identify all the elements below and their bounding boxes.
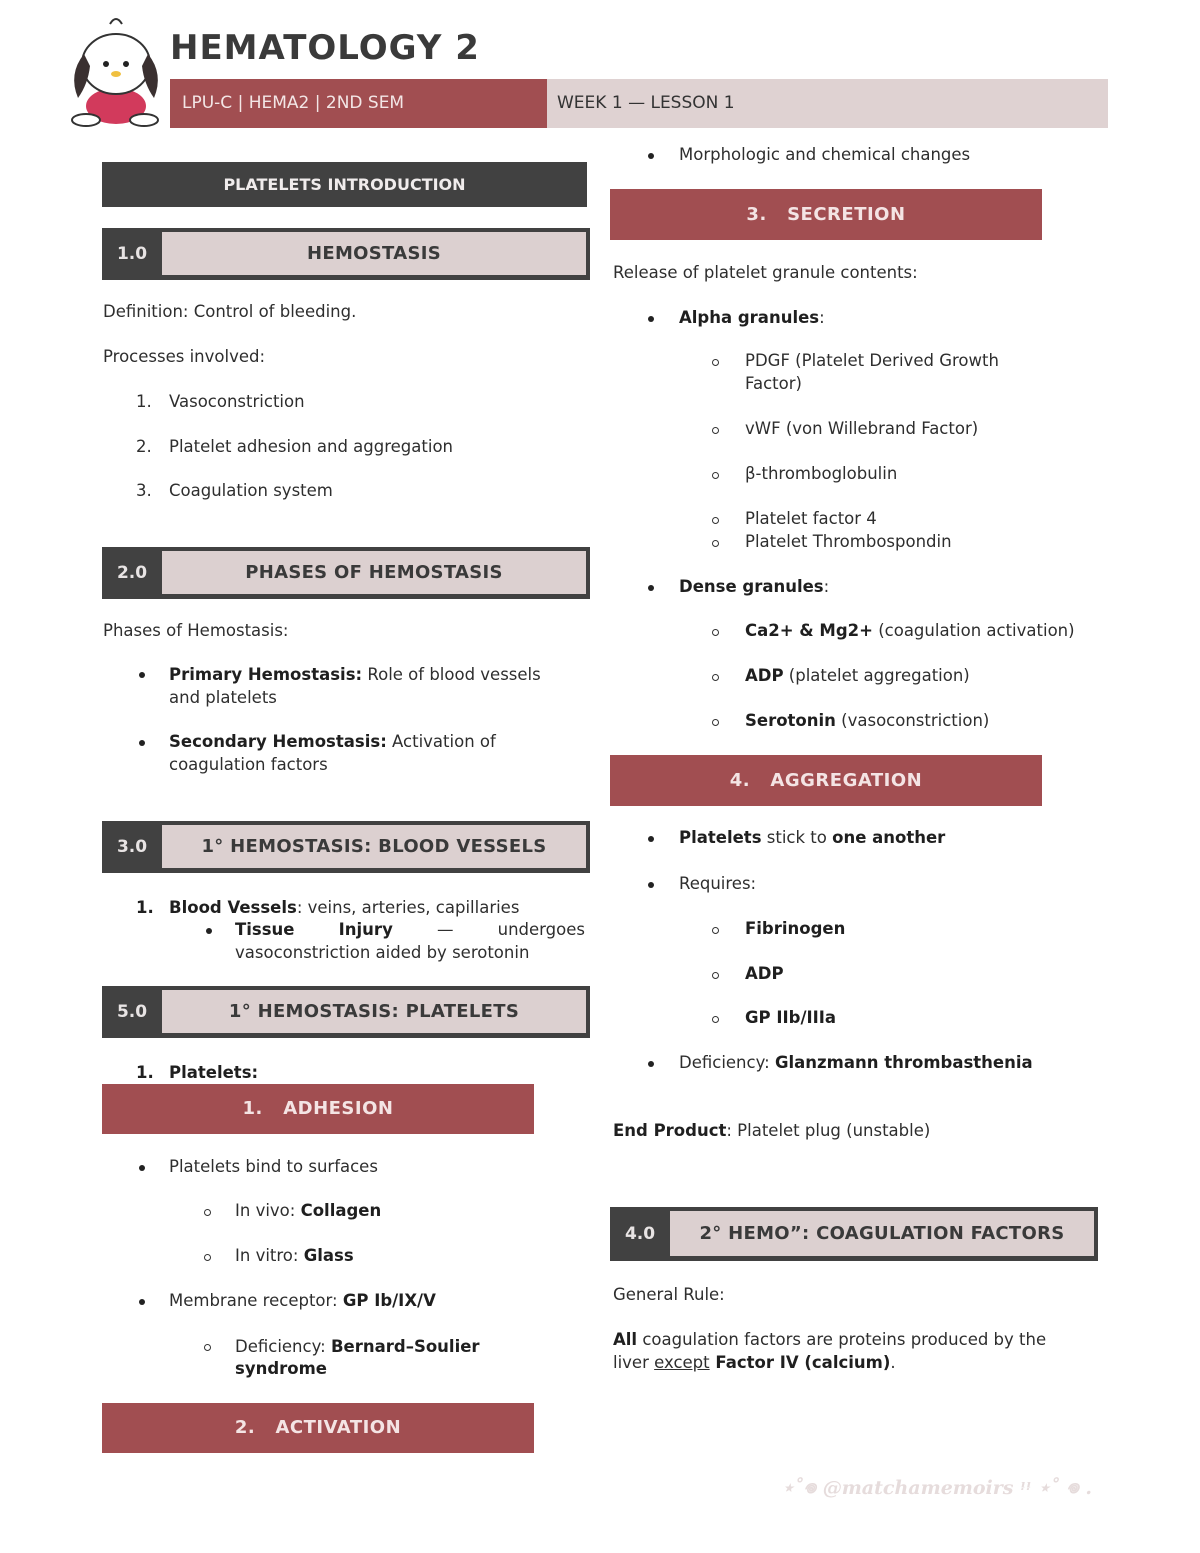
sub-bullet-icon [204,1209,211,1216]
page-title: HEMATOLOGY 2 [170,28,480,68]
list-number: 1. [136,898,154,917]
list-item: Platelet factor 4 [745,509,877,528]
bullet-icon [648,836,654,842]
sub-bullet-icon [712,540,719,547]
section-hemostasis-header [102,228,590,280]
list-item: ADP (platelet aggregation) [745,666,970,685]
phases-title: Phases of Hemostasis: [103,621,289,640]
sub-bullet-icon [712,629,719,636]
list-number: 3. [136,481,152,500]
list-item-continued: coagulation factors [169,755,328,774]
sub-bullet-icon [712,517,719,524]
section-coagulation-header [610,1207,1098,1261]
list-item: Tissue Injury — undergoes [235,920,585,939]
list-item: Dense granules: [679,577,830,596]
sub-bullet-icon [712,927,719,934]
lesson-band: WEEK 1 — LESSON 1 [547,79,1108,128]
bullet-icon [139,740,145,746]
section-label: PHASES OF HEMOSTASIS [162,551,586,594]
list-item: Platelets stick to one another [679,828,946,847]
list-item: Platelet adhesion and aggregation [169,437,453,456]
list-item: Secondary Hemostasis: Activation of [169,732,496,751]
list-item: Alpha granules: [679,308,825,327]
list-item: Platelets: [169,1063,259,1082]
section-number: 3.0 [116,836,148,857]
general-rule-title: General Rule: [613,1285,725,1304]
list-number: 2. [136,437,152,456]
section-number: 1.0 [116,243,148,264]
list-item-continued: syndrome [235,1359,327,1378]
list-item: PDGF (Platelet Derived Growth [745,351,999,370]
course-band: LPU-C | HEMA2 | 2ND SEM [170,79,547,128]
bullet-icon [648,316,654,322]
section-number: 5.0 [116,1001,148,1022]
section-label: HEMOSTASIS [162,232,586,275]
bullet-icon [139,1299,145,1305]
bullet-icon [139,672,145,678]
bullet-icon [648,1061,654,1067]
rule-text: All coagulation factors are proteins produced by the [613,1330,1047,1349]
list-item-continued: and platelets [169,688,277,707]
sub-bullet-icon [712,359,719,366]
definition-text: Definition: Control of bleeding. [103,302,357,321]
section-number: 4.0 [624,1223,656,1244]
secretion-header: 3. SECRETION [610,189,1042,240]
list-item: Blood Vessels: veins, arteries, capillaries [169,898,520,917]
sub-bullet-icon [712,427,719,434]
section-phases-header [102,547,590,599]
rule-text-continued: liver except Factor IV (calcium). [613,1353,896,1372]
list-item: Coagulation system [169,481,333,500]
processes-title: Processes involved: [103,347,266,366]
bullet-icon [206,928,212,934]
bullet-icon [648,585,654,591]
list-item: Vasoconstriction [169,392,305,411]
bullet-icon [648,882,654,888]
list-item: Serotonin (vasoconstriction) [745,711,990,730]
list-item: ADP [745,964,784,983]
list-item: Platelet Thrombospondin [745,532,952,551]
adhesion-header: 1. ADHESION [102,1084,534,1134]
section-number: 2.0 [116,562,148,583]
sub-bullet-icon [712,1016,719,1023]
list-item: vWF (von Willebrand Factor) [745,419,979,438]
list-item: Requires: [679,874,757,893]
list-item: Platelets bind to surfaces [169,1157,378,1176]
list-item: Fibrinogen [745,919,846,938]
list-item: Deficiency: Glanzmann thrombasthenia [679,1053,1033,1072]
section-label: 2° HEMO”: COAGULATION FACTORS [670,1211,1094,1256]
list-item: β-thromboglobulin [745,464,898,483]
watermark: ⋆˚𖦹 @matchamemoirs ᵎᵎ ⋆˚ 𖦹 . [782,1477,1093,1499]
activation-header: 2. ACTIVATION [102,1403,534,1453]
section-intro-header: PLATELETS INTRODUCTION [102,162,587,207]
section-label: 1° HEMOSTASIS: PLATELETS [162,990,586,1033]
list-item-continued: vasoconstriction aided by serotonin [235,943,530,962]
bullet-icon [139,1165,145,1171]
sub-bullet-icon [712,674,719,681]
list-item: GP IIb/IIIa [745,1008,837,1027]
aggregation-header: 4. AGGREGATION [610,755,1042,806]
list-item: Ca2+ & Mg2+ (coagulation activation) [745,621,1075,640]
list-item: In vivo: Collagen [235,1201,382,1220]
release-text: Release of platelet granule contents: [613,263,918,282]
sub-bullet-icon [204,1344,211,1351]
list-item: Membrane receptor: GP Ib/IX/V [169,1291,436,1310]
list-number: 1. [136,392,152,411]
sub-bullet-icon [712,472,719,479]
section-platelets-header [102,986,590,1038]
sub-bullet-icon [204,1254,211,1261]
sub-bullet-icon [712,972,719,979]
sub-bullet-icon [712,719,719,726]
mascot-logo [64,14,168,130]
section-label: 1° HEMOSTASIS: BLOOD VESSELS [162,825,586,868]
list-item: Morphologic and chemical changes [679,145,971,164]
list-item: Primary Hemostasis: Role of blood vessels [169,665,541,684]
list-item-continued: Factor) [745,374,802,393]
list-item: In vitro: Glass [235,1246,354,1265]
list-item: Deficiency: Bernard–Soulier [235,1337,480,1356]
section-blood-vessels-header [102,821,590,873]
bullet-icon [648,153,654,159]
end-product-text: End Product: Platelet plug (unstable) [613,1121,931,1140]
list-number: 1. [136,1063,154,1082]
